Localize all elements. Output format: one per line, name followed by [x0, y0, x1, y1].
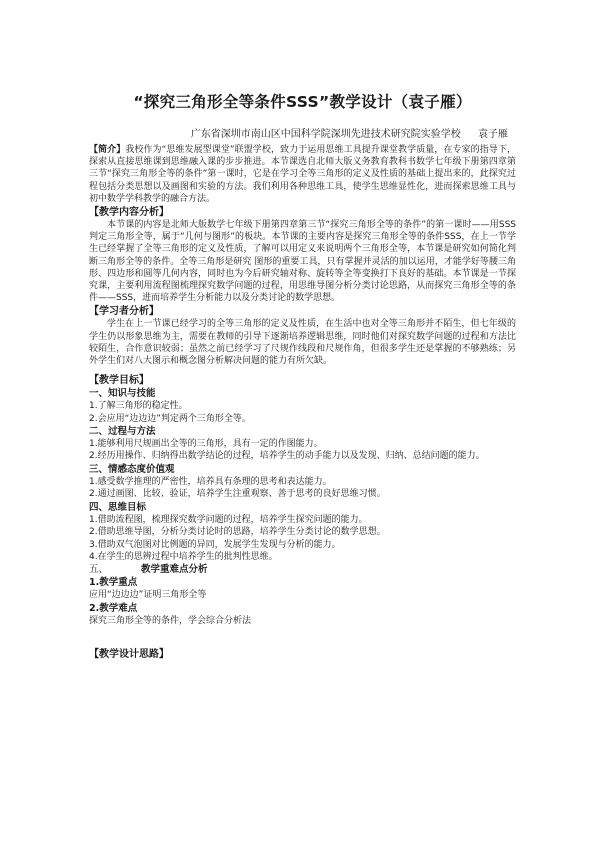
- key-point-text: 探究三角形全等的条件，学会综合分析法: [89, 615, 252, 626]
- objective-item: 1.能够利用尺规画出全等的三角形，具有一定的作图能力。: [89, 439, 323, 450]
- objective-item: 1.了解三角形的稳定性。: [89, 401, 188, 412]
- author-line: 广东省深圳市南山区中国科学院深圳先进技术研究院实验学校 袁子雁: [190, 129, 508, 140]
- key-point-title: 1.教学重点: [89, 577, 138, 589]
- objectives-heading: 【教学目标】: [89, 375, 149, 387]
- objective-item: 3.借助双气泡图对比例题的异同，发展学生发现与分析的能力。: [89, 539, 341, 550]
- intro-paragraph: [89, 144, 516, 205]
- objective-group-title: 二、过程与方法: [89, 426, 156, 438]
- objective-item: 1.借助流程图，梳理探究数学问题的过程，培养学生探究问题的能力。: [89, 514, 368, 525]
- objective-group-title: 四、思维目标: [89, 501, 147, 513]
- content-analysis-heading: 【教学内容分析】: [89, 207, 169, 219]
- objective-item: 2.借助思维导图，分析分类讨论时的思路，培养学生分类讨论的数学思想。: [89, 527, 386, 538]
- key-point-focus: [89, 576, 516, 601]
- learner-analysis-text: 学生在上一节课已经学习的全等三角形的定义及性质，在生活中也对全等三角形并不陌生，但七年级的学生仍以形象思维为主，需要在教师的引导下逐渐培养逻辑思维，同时他们对探究数学问题的过程和方法比较陌生，合作意识较弱；虽然之前已经学习了尺规作线段和尺规作角，但很多学生还是掌握的不够熟练；另外学生们对八大图示和概念图分析解决问题的能力有所欠缺。: [89, 319, 516, 367]
- document-page: [89, 92, 516, 661]
- objective-group-knowledge: [89, 387, 516, 425]
- key-point-text: 应用“边边边”证明三角形全等: [89, 590, 207, 601]
- objective-group-title: 三、情感态度价值观: [89, 463, 175, 475]
- key-points-number: 五、: [89, 564, 109, 576]
- objective-group-process: [89, 425, 516, 463]
- key-point-difficulty: [89, 602, 516, 627]
- learner-analysis-heading: 【学习者分析】: [89, 306, 159, 318]
- key-point-title: 2.教学难点: [89, 602, 138, 614]
- objective-group-title: 一、知识与技能: [89, 388, 156, 400]
- design-heading: 【教学设计思路】: [89, 649, 169, 661]
- objective-group-thinking: [89, 501, 516, 564]
- intro-text: 我校作为“思维发展型课堂”联盟学校，致力于运用思维工具提升课堂教学质量，在专家的指导下，探索从直接思维课到思维融入课的步步推进。本节课选自北师大版义务教育教科书数学七年级下册第四章第三节“探究三角形全等的条件”第一课时，它是在学习全等三角形的定义及性质的基础上提出来的，此探究过程包括分类思想以及画图和实验的方法。我们利用各种思维工具，使学生思维显性化，进而探索思维工具与初中数学学科教学的融合方法。: [89, 145, 516, 204]
- intro-label: 【简介】: [89, 145, 126, 155]
- key-points-heading: [89, 563, 516, 576]
- objective-item: 1.感受数学推理的严密性，培养具有条理的思考和表达能力。: [89, 476, 332, 487]
- objective-group-attitude: [89, 463, 516, 501]
- objective-item: 4.在学生的思辨过程中培养学生的批判性思维。: [89, 551, 278, 562]
- key-points-title: 教学重难点分析: [141, 564, 208, 576]
- content-analysis-text: 本节课的内容是北师大版数学七年级下册第四章第三节“探究三角形全等的条件”的第一课时——用SSS判定三角形全等，属于“几何与图形”的板块。本节课的主要内容是探究三角形全等的条件SSS，在上一节学生已经掌握了全等三角形的定义及性质，了解可以用定义来说明两个三角形全等，本节课是研究如何简化判断三角形全等的条件。全等三角形是研究 图形的重要工具，只有掌握并灵活的加以运用，才能学好等腰三角形、四边形和圆等几何内容，同时也为今后研究轴对称、旋转等全等变换打下良好的基础。本节课是一节探究课，主要利用流程图梳理探究数学问题的过程，用思维导图分析分类讨论思路，从而探究三角形全等的条件——SSS，进而培养学生分析能力以及分类讨论的数学思想。: [89, 220, 516, 304]
- document-title: “探究三角形全等条件SSS”教学设计（袁子雁）: [133, 93, 472, 111]
- objective-item: 2.通过画图、比较、验证，培养学生注重观察、善于思考的良好思维习惯。: [89, 489, 386, 500]
- objective-item: 2.经历用操作、归纳得出数学结论的过程，培养学生的动手能力以及发现、归纳、总结问题的能力。: [89, 451, 485, 462]
- objective-item: 2.会应用“边边边”判定两个三角形全等。: [89, 413, 251, 424]
